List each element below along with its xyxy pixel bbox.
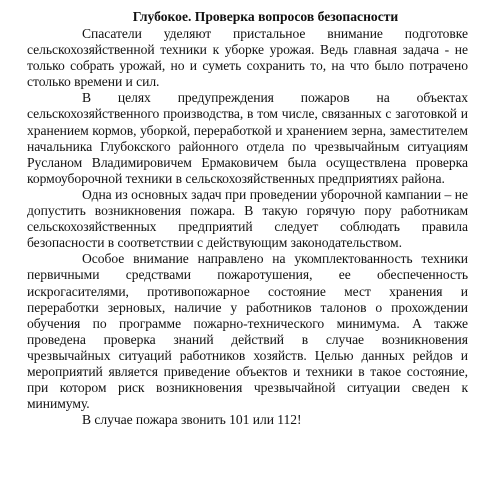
paragraph-intro: Спасатели уделяют пристальное внимание подготовке сельскохозяйственной техники к уборке урожая. Ведь главная задача - не только собрать урожай, но и суметь сохранить то, на что было потрачено столько времени и сил. [27, 26, 468, 90]
paragraph-emergency-numbers: В случае пожара звонить 101 или 112! [82, 412, 302, 428]
paragraph-main-task: Одна из основных задач при проведении уборочной кампании – не допустить возникновения пожара. В такую горячую пору работникам сельскохозяйственных предприятий следует соблюдать правила безопасности в соответствии с действующим законодательством. [27, 186, 468, 251]
document-title: Глубокое. Проверка вопросов безопасности [132, 9, 399, 24]
paragraph-inspection: В целях предупреждения пожаров на объектах сельскохозяйственного производства, в том числе, связанных с заготовкой и хранением кормов, уборкой, переработкой и хранением зерна, заместителем начальника Глубокского районного отдела по чрезвычайным ситуациям Русланом Владимировичем Ермаковичем была осуществлена проверка кормоуборочной техники в сельскохозяйственных предприятиях района. [27, 90, 468, 186]
paragraph-special-attention: Особое внимание направлено на укомплектованность техники первичными средствами пожаротушения, ее обеспеченность искрогасителями, противопожарное состояние мест хранения и переработки зерновых, наличие у работников талонов о прохождении обучения по программе пожарно-технического минимума. А также проведена проверка знаний действий в случае возникновения чрезвычайных ситуаций работников хозяйств. Целью данных рейдов и мероприятий является приведение объектов и техники в такое состояние, при котором риск возникновения чрезвычайной ситуации сведен к минимуму. [27, 251, 468, 412]
